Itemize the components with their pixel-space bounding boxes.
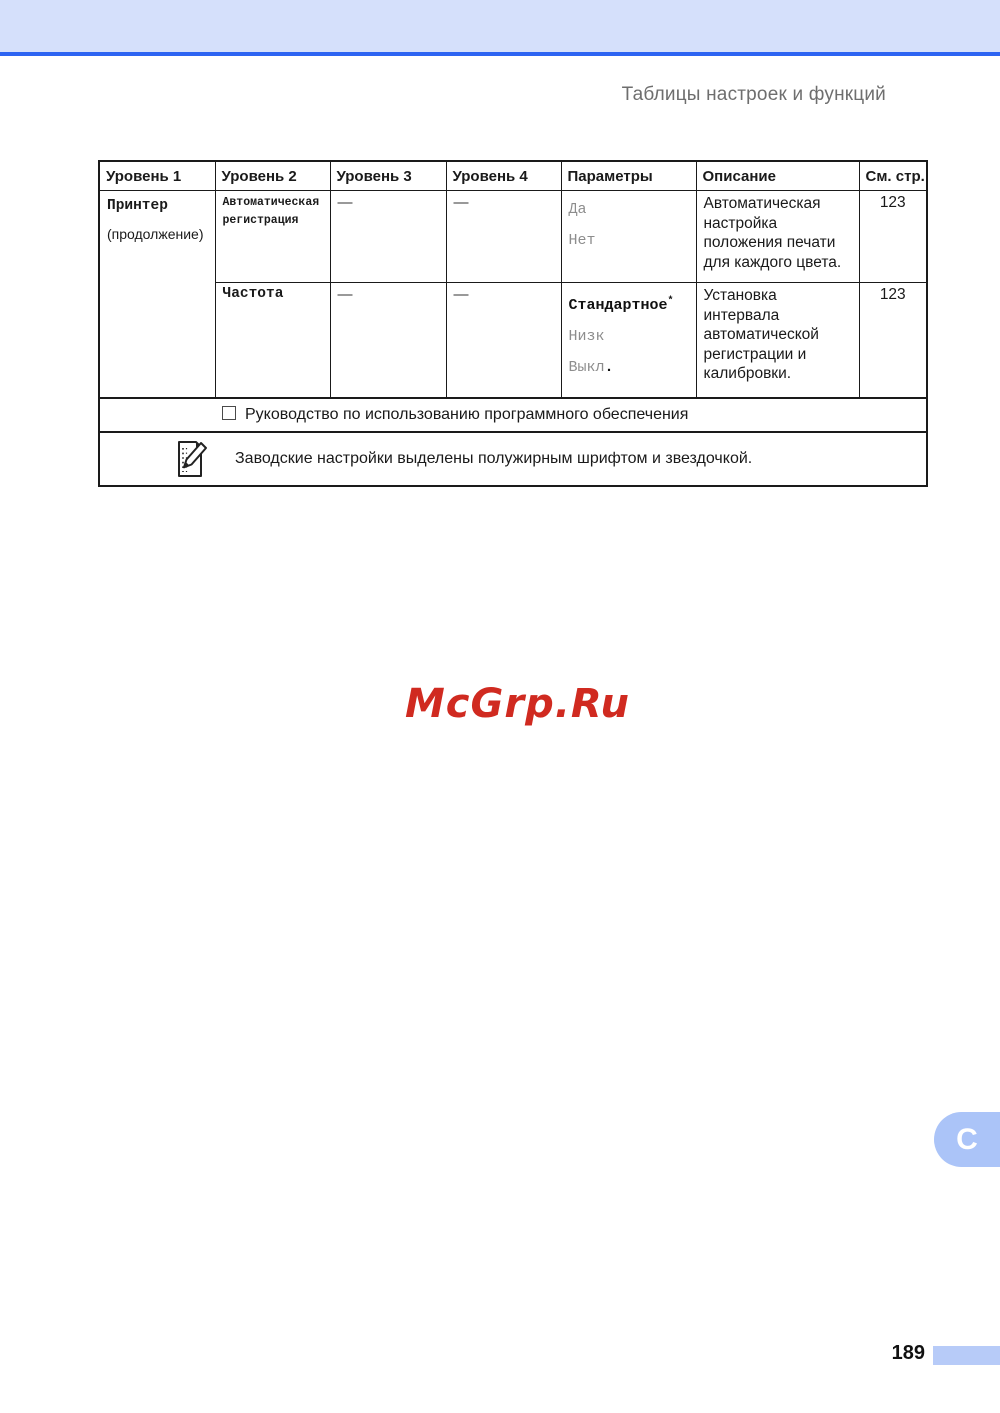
option-default-label: Стандартное — [568, 297, 668, 314]
menu-level1-continuation: (продолжение) — [107, 226, 204, 242]
factory-note-cell — [99, 432, 927, 486]
settings-table — [98, 160, 928, 487]
option-period: . — [604, 359, 614, 376]
cell-level2: Частота — [215, 283, 330, 399]
column-header-level1: Уровень 1 — [99, 161, 215, 191]
note-pencil-icon — [172, 439, 208, 479]
cell-level4-dash: — — [446, 191, 561, 283]
default-asterisk: * — [667, 296, 674, 307]
option: Низк — [568, 328, 605, 345]
running-header: Таблицы настроек и функций — [621, 84, 886, 105]
option: Нет — [568, 232, 596, 249]
column-header-see-page: См. стр. — [859, 161, 927, 191]
software-guide-cell — [99, 398, 927, 432]
top-accent-line — [0, 52, 1000, 56]
table-header-row — [99, 161, 927, 191]
table-row — [99, 191, 927, 283]
option-label: Выкл — [568, 359, 605, 376]
page-number: 189 — [891, 1342, 925, 1364]
section-tab-badge — [934, 1112, 1000, 1167]
cell-parameters — [561, 191, 696, 283]
column-header-level2: Уровень 2 — [215, 161, 330, 191]
watermark: McGrp.Ru — [405, 681, 630, 727]
column-header-parameters: Параметры — [561, 161, 696, 191]
cell-level1 — [99, 191, 215, 399]
column-header-level4: Уровень 4 — [446, 161, 561, 191]
cell-level4-dash: — — [446, 283, 561, 399]
factory-note-row — [99, 432, 927, 486]
software-guide-note: Руководство по использованию программного обеспечения — [245, 406, 689, 423]
cell-see-page: 123 — [859, 191, 927, 283]
section-tab-label: C — [956, 1122, 978, 1156]
column-header-level3: Уровень 3 — [330, 161, 446, 191]
menu-level1-name: Принтер — [107, 198, 168, 214]
cell-parameters — [561, 283, 696, 399]
checkbox-icon — [222, 406, 236, 420]
cell-see-page: 123 — [859, 283, 927, 399]
option — [569, 352, 689, 383]
option: Да — [568, 201, 587, 218]
cell-description: Автоматическая настройка положения печати для каждого цвета. — [696, 191, 859, 283]
software-guide-row — [99, 398, 927, 432]
factory-note: Заводские настройки выделены полужирным шрифтом и звездочкой. — [235, 450, 753, 467]
table-row — [99, 283, 927, 399]
column-header-description: Описание — [696, 161, 859, 191]
option-default — [569, 286, 689, 321]
footer-accent-bar — [933, 1346, 1000, 1365]
cell-level3-dash: — — [330, 191, 446, 283]
top-accent-band — [0, 0, 1000, 52]
cell-level3-dash: — — [330, 283, 446, 399]
cell-level2: Автоматическая регистрация — [215, 191, 330, 283]
cell-description: Установка интервала автоматической регистрации и калибровки. — [696, 283, 859, 399]
